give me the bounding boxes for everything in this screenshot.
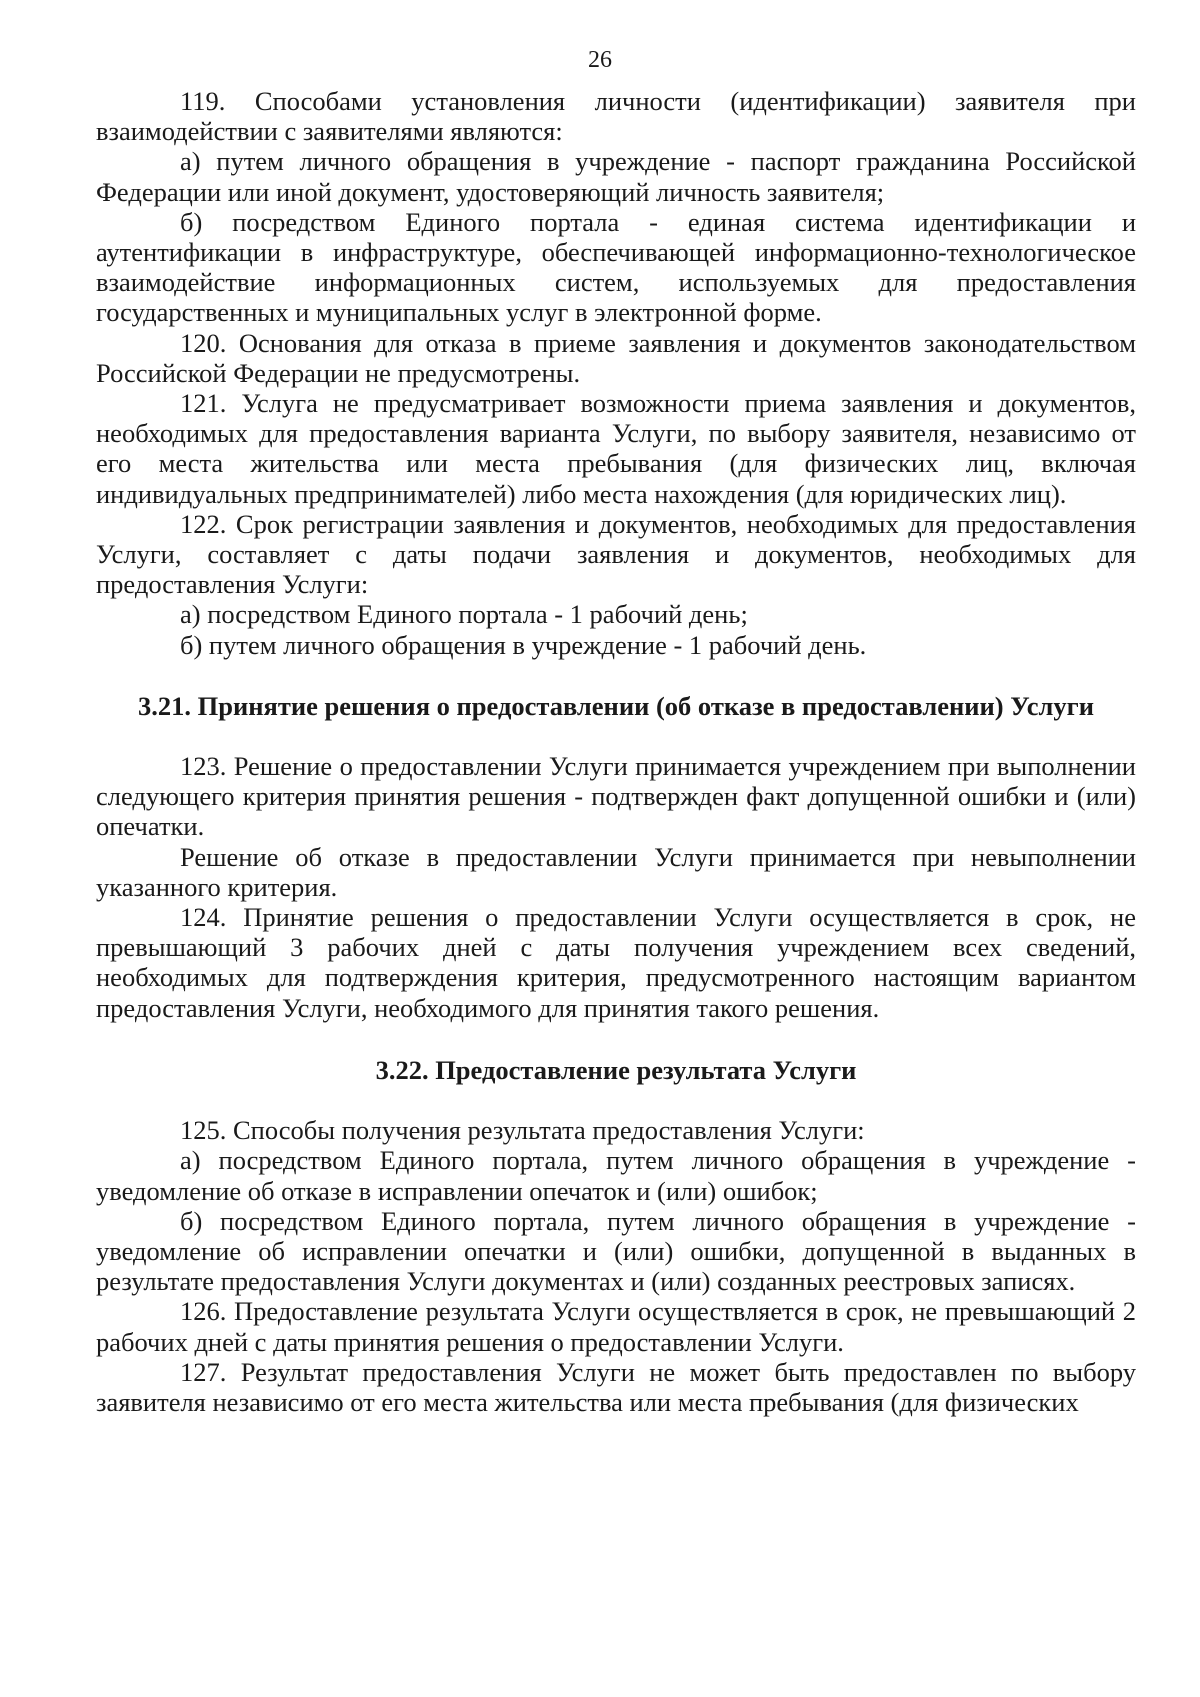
section-heading-3-21: 3.21. Принятие решения о предоставлении (об отказе в предоставлении) Услуги: [138, 690, 1094, 721]
paragraph-122: 122. Срок регистрации заявления и документов, необходимых для предоставления Услуги, составляет с даты подачи заявления и документов, необходимых для предоставления Услуги:: [96, 508, 1136, 600]
paragraph-123-refusal: Решение об отказе в предоставлении Услуги принимается при невыполнении указанного критерия.: [96, 841, 1136, 902]
paragraph-126: 126. Предоставление результата Услуги осуществляется в срок, не превышающий 2 рабочих дней с даты принятия решения о предоставлении Услуги.: [96, 1296, 1136, 1357]
paragraph-127: 127. Результат предоставления Услуги не может быть предоставлен по выбору заявителя независимо от его места жительства или места пребывания (для физических: [96, 1356, 1136, 1417]
paragraph-123: 123. Решение о предоставлении Услуги принимается учреждением при выполнении следующего критерия принятия решения - подтвержден факт допущенной ошибки и (или) опечатки.: [96, 751, 1136, 842]
paragraph-121: 121. Услуга не предусматривает возможности приема заявления и документов, необходимых для предоставления варианта Услуги, по выбору заявителя, независимо от его места жительства или места пребывания (для физических лиц, включая индивидуальных предпринимателей) либо места нахождения (для юридических лиц).: [96, 388, 1136, 509]
paragraph-119: 119. Способами установления личности (идентификации) заявителя при взаимодействии с заявителями являются:: [96, 86, 1136, 147]
page-number: 26: [588, 47, 612, 73]
paragraph-125-a: а) посредством Единого портала, путем личного обращения в учреждение - уведомление об отказе в исправлении опечаток и (или) ошибок;: [96, 1145, 1136, 1206]
document-body: [96, 86, 1136, 1417]
paragraph-125: 125. Способы получения результата предоставления Услуги:: [180, 1115, 865, 1146]
paragraph-122-b: б) путем личного обращения в учреждение - 1 рабочий день.: [180, 629, 867, 660]
paragraph-120: 120. Основания для отказа в приеме заявления и документов законодательством Российской Федерации не предусмотрены.: [96, 327, 1136, 388]
paragraph-119-a: а) путем личного обращения в учреждение - паспорт гражданина Российской Федерации или иной документ, удостоверяющий личность заявителя;: [96, 146, 1136, 207]
paragraph-125-b: б) посредством Единого портала, путем личного обращения в учреждение - уведомление об исправлении опечатки и (или) ошибки, допущенной в выданных в результате предоставления Услуги документах и (или) созданных реестровых записях.: [96, 1205, 1136, 1297]
section-heading-3-22: 3.22. Предоставление результата Услуги: [375, 1054, 857, 1085]
paragraph-124: 124. Принятие решения о предоставлении Услуги осуществляется в срок, не превышающий 3 рабочих дней с даты получения учреждением всех сведений, необходимых для подтверждения критерия, предусмотренного настоящим вариантом предоставления Услуги, необходимого для принятия такого решения.: [96, 902, 1136, 1023]
paragraph-119-b: б) посредством Единого портала - единая система идентификации и аутентификации в инфраструктуре, обеспечивающей информационно-технологическое взаимодействие информационных систем, используемых для предоставления государственных и муниципальных услуг в электронной форме.: [96, 206, 1136, 328]
paragraph-122-a: а) посредством Единого портала - 1 рабочий день;: [180, 599, 748, 630]
